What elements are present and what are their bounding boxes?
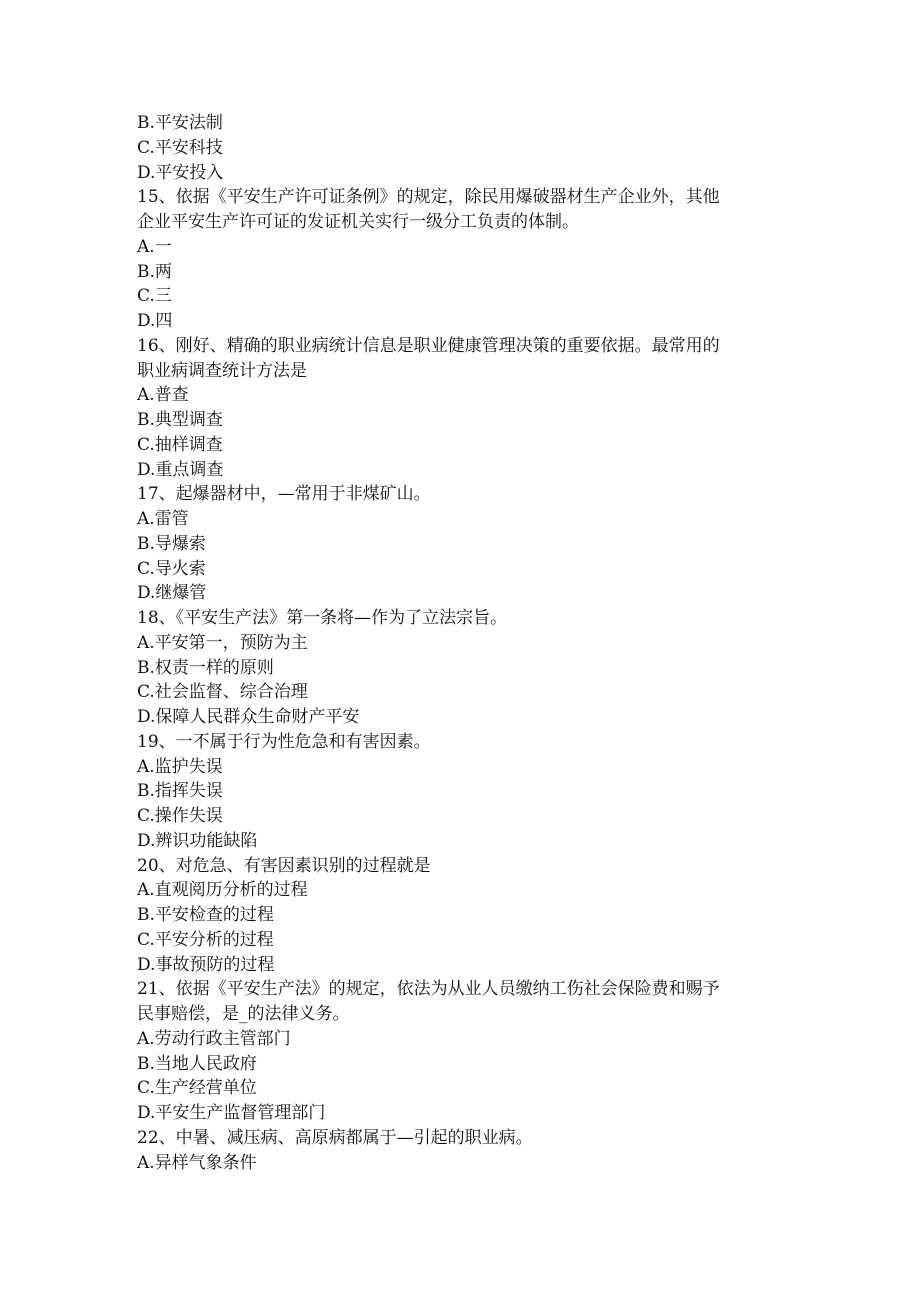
question-line: 16、刚好、精确的职业病统计信息是职业健康管理决策的重要依据。最常用的 — [137, 335, 720, 356]
document-page — [137, 111, 787, 1175]
answer-option: D.辨识功能缺陷 — [137, 830, 258, 851]
answer-option: B.导爆索 — [137, 533, 206, 554]
answer-option: A.一 — [137, 236, 172, 257]
question-line: 17、起爆器材中，—常用于非煤矿山。 — [137, 484, 431, 505]
question — [137, 977, 787, 1027]
answer-option: C.平安分析的过程 — [137, 929, 274, 950]
answer-option: C.生产经营单位 — [137, 1078, 257, 1099]
answer-option: D.继爆管 — [137, 583, 207, 604]
question — [137, 854, 787, 879]
answer-option: C.抽样调查 — [137, 434, 223, 455]
answer-option: C.平安科技 — [137, 137, 223, 158]
question — [137, 606, 787, 631]
question — [137, 730, 787, 755]
answer-option: C.操作失误 — [137, 806, 223, 826]
answer-option: D.重点调查 — [137, 459, 224, 480]
answer-option: A.直观阅历分析的过程 — [137, 880, 308, 901]
question-line: 20、对危急、有害因素识别的过程就是 — [137, 855, 431, 876]
answer-option: B.典型调查 — [137, 410, 223, 430]
answer-option: B.平安检查的过程 — [137, 905, 274, 925]
question — [137, 482, 787, 507]
answer-option: D.事故预防的过程 — [137, 954, 275, 975]
answer-option: C.社会监督、综合治理 — [137, 682, 308, 703]
answer-option: C.三 — [137, 286, 172, 307]
answer-option: A.监护失误 — [137, 756, 223, 777]
answer-option: D.平安生产监督管理部门 — [137, 1103, 326, 1123]
answer-option: A.异样气象条件 — [137, 1152, 257, 1173]
question-line: 15、依据《平安生产许可证条例》的规定，除民用爆破器材生产企业外，其他 — [137, 187, 720, 208]
question-line: 19、一不属于行为性危急和有害因素。 — [137, 731, 431, 752]
answer-option: B.权责一样的原则 — [137, 657, 274, 678]
question-line: 21、依据《平安生产法》的规定，依法为从业人员缴纳工伤社会保险费和赐予 — [137, 979, 720, 1000]
question-line: 22、中暑、减压病、高原病都属于—引起的职业病。 — [137, 1127, 533, 1148]
answer-option: B.指挥失误 — [137, 781, 223, 802]
answer-option: D.四 — [137, 311, 173, 331]
answer-option: A.劳动行政主管部门 — [137, 1028, 291, 1049]
answer-option: A.雷管 — [137, 509, 189, 529]
answer-option: C.导火索 — [137, 558, 206, 579]
question — [137, 334, 787, 384]
answer-option: D.平安投入 — [137, 162, 224, 183]
question-line: 18、《平安生产法》第一条将—作为了立法宗旨。 — [137, 608, 508, 628]
question-line: 企业平安生产许可证的发证机关实行一级分工负责的体制。 — [137, 212, 579, 232]
answer-option: A.平安第一，预防为主 — [137, 632, 308, 653]
answer-option: B.当地人民政府 — [137, 1053, 257, 1074]
question — [137, 185, 787, 235]
question — [137, 1126, 787, 1151]
question-line: 职业病调查统计方法是 — [137, 360, 307, 381]
answer-option: B.两 — [137, 261, 172, 282]
answer-option: B.平安法制 — [137, 113, 223, 133]
answer-option: A.普查 — [137, 385, 189, 406]
answer-option: D.保障人民群众生命财产平安 — [137, 707, 360, 727]
question-line: 民事赔偿，是_的法律义务。 — [137, 1004, 350, 1024]
